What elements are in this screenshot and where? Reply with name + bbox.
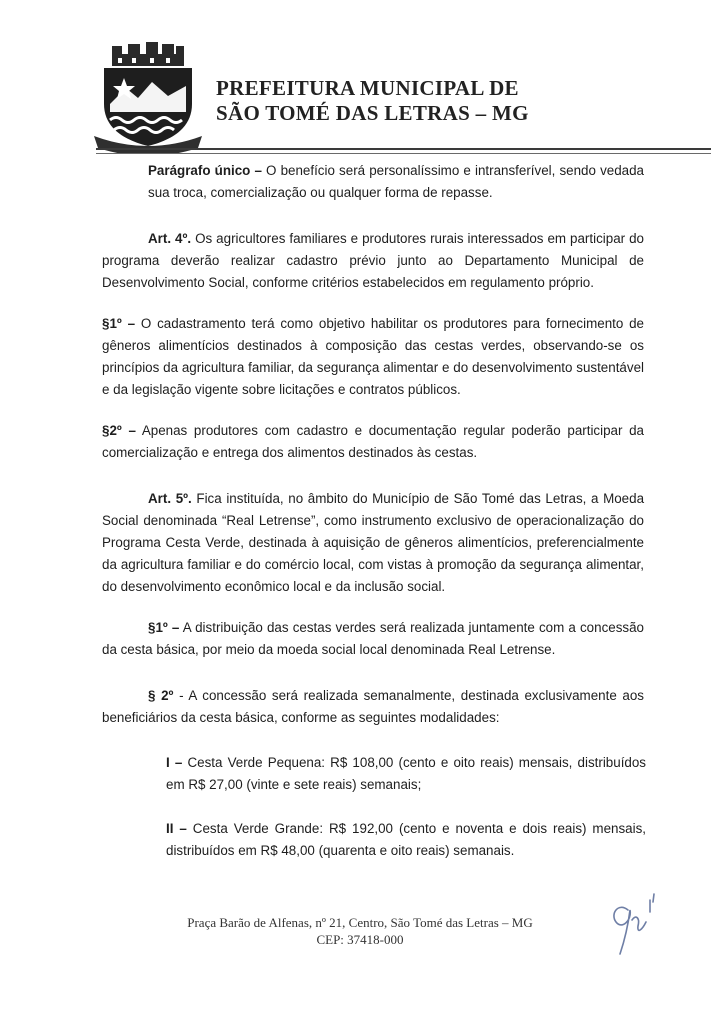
municipal-coat-of-arms-icon [92, 42, 204, 154]
paragraph-label: §2º – [102, 423, 136, 438]
item-i [166, 752, 646, 796]
paragraph-text: Apenas produtores com cadastro e documentação regular poderão participar da comercialização e entrega dos alimentos destinados às cestas. [102, 423, 645, 460]
article-text: Fica instituída, no âmbito do Município de São Tomé das Letras, a Moeda Social denominada “Real Letrense”, como instrumento exclusivo de operacionalização do Programa Cesta Verde, destinada à aquisição de gêneros alimentícios, preferencialmente da agricultura familiar e do comércio local, com vistas à promoção da segurança alimentar, do desenvolvimento econômico local e da inclusão social. [102, 491, 645, 594]
item-text: Cesta Verde Pequena: R$ 108,00 (cento e oito reais) mensais, distribuídos em R$ 27,00 (vinte e sete reais) semanais; [166, 755, 646, 792]
page-title [216, 76, 529, 126]
article-label: Art. 4º. [148, 231, 192, 246]
paragraph-text: - A concessão será realizada semanalmente, destinada exclusivamente aos beneficiários da cesta básica, conforme as seguintes modalidades: [102, 688, 644, 725]
address-line: Praça Barão de Alfenas, nº 21, Centro, São Tomé das Letras – MG [187, 915, 533, 930]
article-4-paragraph-2 [102, 420, 644, 464]
paragraph-label: Parágrafo único – [148, 163, 262, 178]
handwritten-signature-icon [598, 880, 668, 960]
item-ii [166, 818, 646, 862]
article-5-paragraph-2 [102, 685, 644, 729]
paragraph-text: O benefício será personalíssimo e intransferível, sendo vedada sua troca, comercialização ou qualquer forma de repasse. [148, 163, 645, 200]
paragraph-text: O cadastramento terá como objetivo habilitar os produtores para fornecimento de gêneros alimentícios destinados à composição das cestas verdes, observando-se os princípios da agricultura familiar, da segurança alimentar e do desenvolvimento sustentável e da legislação vigente sobre licitações e contratos públicos. [102, 316, 645, 397]
paragraph-text: A distribuição das cestas verdes será realizada juntamente com a concessão da cesta básica, por meio da moeda social local denominada Real Letrense. [102, 620, 644, 657]
item-label: II – [166, 821, 187, 836]
paragraph-unique [148, 160, 644, 204]
article-text: Os agricultores familiares e produtores rurais interessados em participar do programa deverão realizar cadastro prévio junto ao Departamento Municipal de Desenvolvimento Social, conforme critérios estabelecidos em regulamento próprio. [102, 231, 644, 290]
article-4 [102, 228, 644, 294]
article-label: Art. 5º. [148, 491, 192, 506]
article-5-paragraph-1 [102, 617, 644, 661]
paragraph-label: §1º – [102, 316, 136, 331]
item-label: I – [166, 755, 183, 770]
title-line-1: PREFEITURA MUNICIPAL DE [216, 76, 519, 100]
header-divider [96, 148, 711, 150]
paragraph-label: § 2º [148, 688, 174, 703]
cep-line: CEP: 37418-000 [316, 932, 404, 947]
header-divider-thin [96, 153, 711, 154]
title-line-2: SÃO TOMÉ DAS LETRAS – MG [216, 101, 529, 125]
paragraph-label: §1º – [148, 620, 180, 635]
article-4-paragraph-1 [102, 313, 644, 401]
footer-address [150, 914, 570, 948]
article-5 [102, 488, 644, 598]
item-text: Cesta Verde Grande: R$ 192,00 (cento e noventa e dois reais) mensais, distribuídos em R$ 48,00 (quarenta e oito reais) semanais. [166, 821, 647, 858]
